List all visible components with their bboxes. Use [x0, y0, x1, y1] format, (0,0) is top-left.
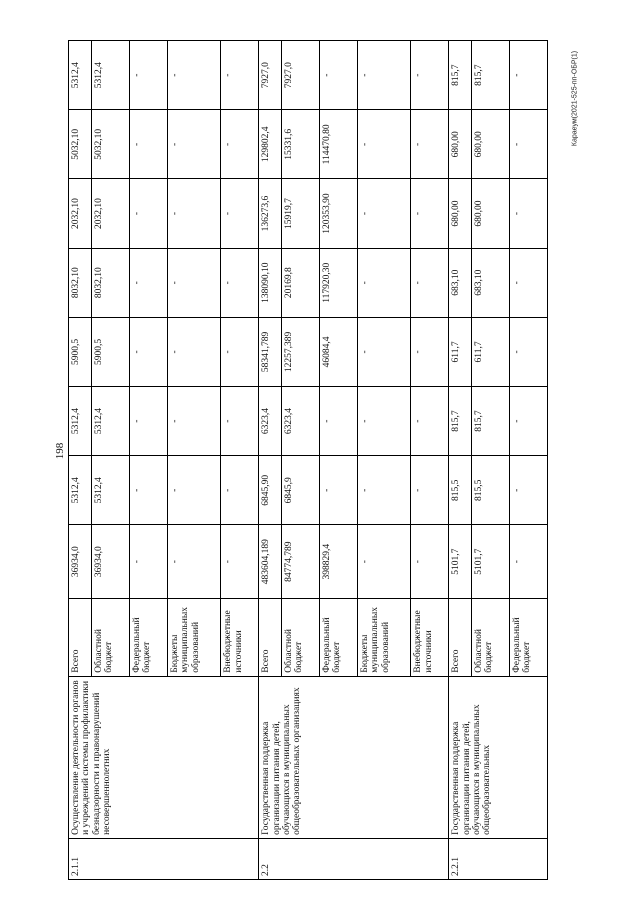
amount-cell: 6323,4 [281, 387, 319, 456]
funding-source-cell: Федеральный бюджет [129, 598, 167, 676]
funding-source-cell: Областной бюджет [91, 598, 129, 676]
amount-cell: 611,7 [449, 317, 472, 386]
funding-source-cell: Федеральный бюджет [319, 598, 357, 676]
funding-source-cell: Внебюджетные источники [221, 598, 259, 676]
amount-cell: 5032,10 [91, 110, 129, 179]
amount-cell: - [319, 456, 357, 525]
financing-table-container [68, 40, 548, 880]
amount-cell: 129802,4 [259, 110, 282, 179]
amount-cell: - [411, 317, 449, 386]
amount-cell: - [129, 456, 167, 525]
amount-cell: 120353,90 [319, 179, 357, 248]
amount-cell: - [221, 41, 259, 110]
amount-cell: 680,00 [449, 179, 472, 248]
amount-cell: - [221, 248, 259, 317]
amount-cell: 398829,4 [319, 525, 357, 599]
document-code: Караеум(2021-525-пп-ОБР(1) [571, 50, 579, 147]
amount-cell: 680,00 [471, 179, 509, 248]
amount-cell: 36934,0 [91, 525, 129, 599]
amount-cell: - [221, 456, 259, 525]
amount-cell: 6845,9 [281, 456, 319, 525]
amount-cell: 20169,8 [281, 248, 319, 317]
amount-cell: - [167, 317, 220, 386]
funding-source-cell: Бюджеты муниципальных образований [357, 598, 410, 676]
amount-cell: 136273,6 [259, 179, 282, 248]
amount-cell: 6323,4 [259, 387, 282, 456]
amount-cell: - [221, 179, 259, 248]
amount-cell: 58341,789 [259, 317, 282, 386]
funding-source-cell: Внебюджетные источники [411, 598, 449, 676]
amount-cell: - [167, 179, 220, 248]
amount-cell: - [509, 525, 547, 599]
row-name-cell: Государственная поддержка организации питания детей, обучающихся в муниципальных общеобразовательных организациях [259, 676, 449, 838]
amount-cell: 683,10 [449, 248, 472, 317]
amount-cell: 5101,7 [449, 525, 472, 599]
amount-cell: 680,00 [471, 110, 509, 179]
table-row [69, 41, 92, 880]
amount-cell: - [509, 456, 547, 525]
amount-cell: - [509, 179, 547, 248]
amount-cell: 5900,5 [91, 317, 129, 386]
amount-cell: - [411, 525, 449, 599]
table-row [259, 41, 282, 880]
amount-cell: - [129, 110, 167, 179]
amount-cell: 12257,389 [281, 317, 319, 386]
amount-cell: - [509, 41, 547, 110]
amount-cell: - [221, 317, 259, 386]
amount-cell: - [411, 248, 449, 317]
funding-source-cell: Бюджеты муниципальных образований [167, 598, 220, 676]
amount-cell: 611,7 [471, 317, 509, 386]
funding-source-cell: Областной бюджет [471, 598, 509, 676]
funding-source-cell: Всего [69, 598, 92, 676]
amount-cell: 2032,10 [91, 179, 129, 248]
amount-cell: - [411, 387, 449, 456]
amount-cell: - [129, 387, 167, 456]
funding-source-cell: Всего [259, 598, 282, 676]
financing-table [68, 40, 548, 880]
amount-cell: - [167, 456, 220, 525]
amount-cell: 815,7 [449, 41, 472, 110]
amount-cell: - [129, 317, 167, 386]
amount-cell: - [129, 525, 167, 599]
amount-cell: - [357, 525, 410, 599]
amount-cell: - [319, 41, 357, 110]
row-code-cell: 2.1.1 [69, 838, 259, 879]
amount-cell: - [357, 456, 410, 525]
funding-source-cell: Областной бюджет [281, 598, 319, 676]
amount-cell: - [167, 387, 220, 456]
amount-cell: - [167, 525, 220, 599]
amount-cell: 483604,189 [259, 525, 282, 599]
amount-cell: - [129, 179, 167, 248]
amount-cell: - [509, 248, 547, 317]
amount-cell: - [357, 179, 410, 248]
amount-cell: 815,7 [471, 387, 509, 456]
row-name-cell: Государственная поддержка организации питания детей, обучающихся в муниципальных общеобразовательных [449, 676, 548, 838]
amount-cell: - [129, 248, 167, 317]
amount-cell: 2032,10 [69, 179, 92, 248]
amount-cell: - [357, 248, 410, 317]
amount-cell: - [411, 110, 449, 179]
funding-source-cell: Федеральный бюджет [509, 598, 547, 676]
amount-cell: - [129, 41, 167, 110]
amount-cell: - [357, 317, 410, 386]
amount-cell: 84774,789 [281, 525, 319, 599]
amount-cell: 7927,0 [281, 41, 319, 110]
amount-cell: 5032,10 [69, 110, 92, 179]
amount-cell: - [221, 525, 259, 599]
amount-cell: - [411, 179, 449, 248]
amount-cell: 138090,10 [259, 248, 282, 317]
amount-cell: 5312,4 [91, 456, 129, 525]
amount-cell: - [357, 387, 410, 456]
amount-cell: 7927,0 [259, 41, 282, 110]
amount-cell: 5312,4 [69, 387, 92, 456]
amount-cell: 5312,4 [69, 41, 92, 110]
amount-cell: 36934,0 [69, 525, 92, 599]
funding-source-cell: Всего [449, 598, 472, 676]
amount-cell: - [167, 41, 220, 110]
amount-cell: 815,7 [471, 41, 509, 110]
amount-cell: 114470,80 [319, 110, 357, 179]
amount-cell: 815,7 [449, 387, 472, 456]
amount-cell: 15331,6 [281, 110, 319, 179]
amount-cell: 6845,90 [259, 456, 282, 525]
amount-cell: - [221, 387, 259, 456]
amount-cell: - [357, 41, 410, 110]
amount-cell: 5101,7 [471, 525, 509, 599]
table-row [449, 41, 472, 880]
amount-cell: 117920,30 [319, 248, 357, 317]
amount-cell: 46084,4 [319, 317, 357, 386]
row-code-cell: 2.2 [259, 838, 449, 879]
amount-cell: 15919,7 [281, 179, 319, 248]
amount-cell: 5312,4 [91, 41, 129, 110]
amount-cell: - [509, 387, 547, 456]
amount-cell: 815,5 [471, 456, 509, 525]
amount-cell: - [509, 317, 547, 386]
row-name-cell: Осуществление деятельности органов и учреждений системы профилактики безнадзорности и правонарушений несовершеннолетних [69, 676, 259, 838]
amount-cell: 5900,5 [69, 317, 92, 386]
row-code-cell: 2.2.1 [449, 838, 548, 879]
amount-cell: - [509, 110, 547, 179]
amount-cell: 5312,4 [69, 456, 92, 525]
amount-cell: - [411, 41, 449, 110]
amount-cell: 8032,10 [91, 248, 129, 317]
page-number: 198 [54, 442, 66, 460]
amount-cell: - [357, 110, 410, 179]
amount-cell: 8032,10 [69, 248, 92, 317]
amount-cell: - [221, 110, 259, 179]
amount-cell: 815,5 [449, 456, 472, 525]
amount-cell: 5312,4 [91, 387, 129, 456]
table-body [69, 41, 548, 880]
amount-cell: - [411, 456, 449, 525]
amount-cell: - [167, 110, 220, 179]
amount-cell: - [319, 387, 357, 456]
amount-cell: 680,00 [449, 110, 472, 179]
amount-cell: - [167, 248, 220, 317]
amount-cell: 683,10 [471, 248, 509, 317]
